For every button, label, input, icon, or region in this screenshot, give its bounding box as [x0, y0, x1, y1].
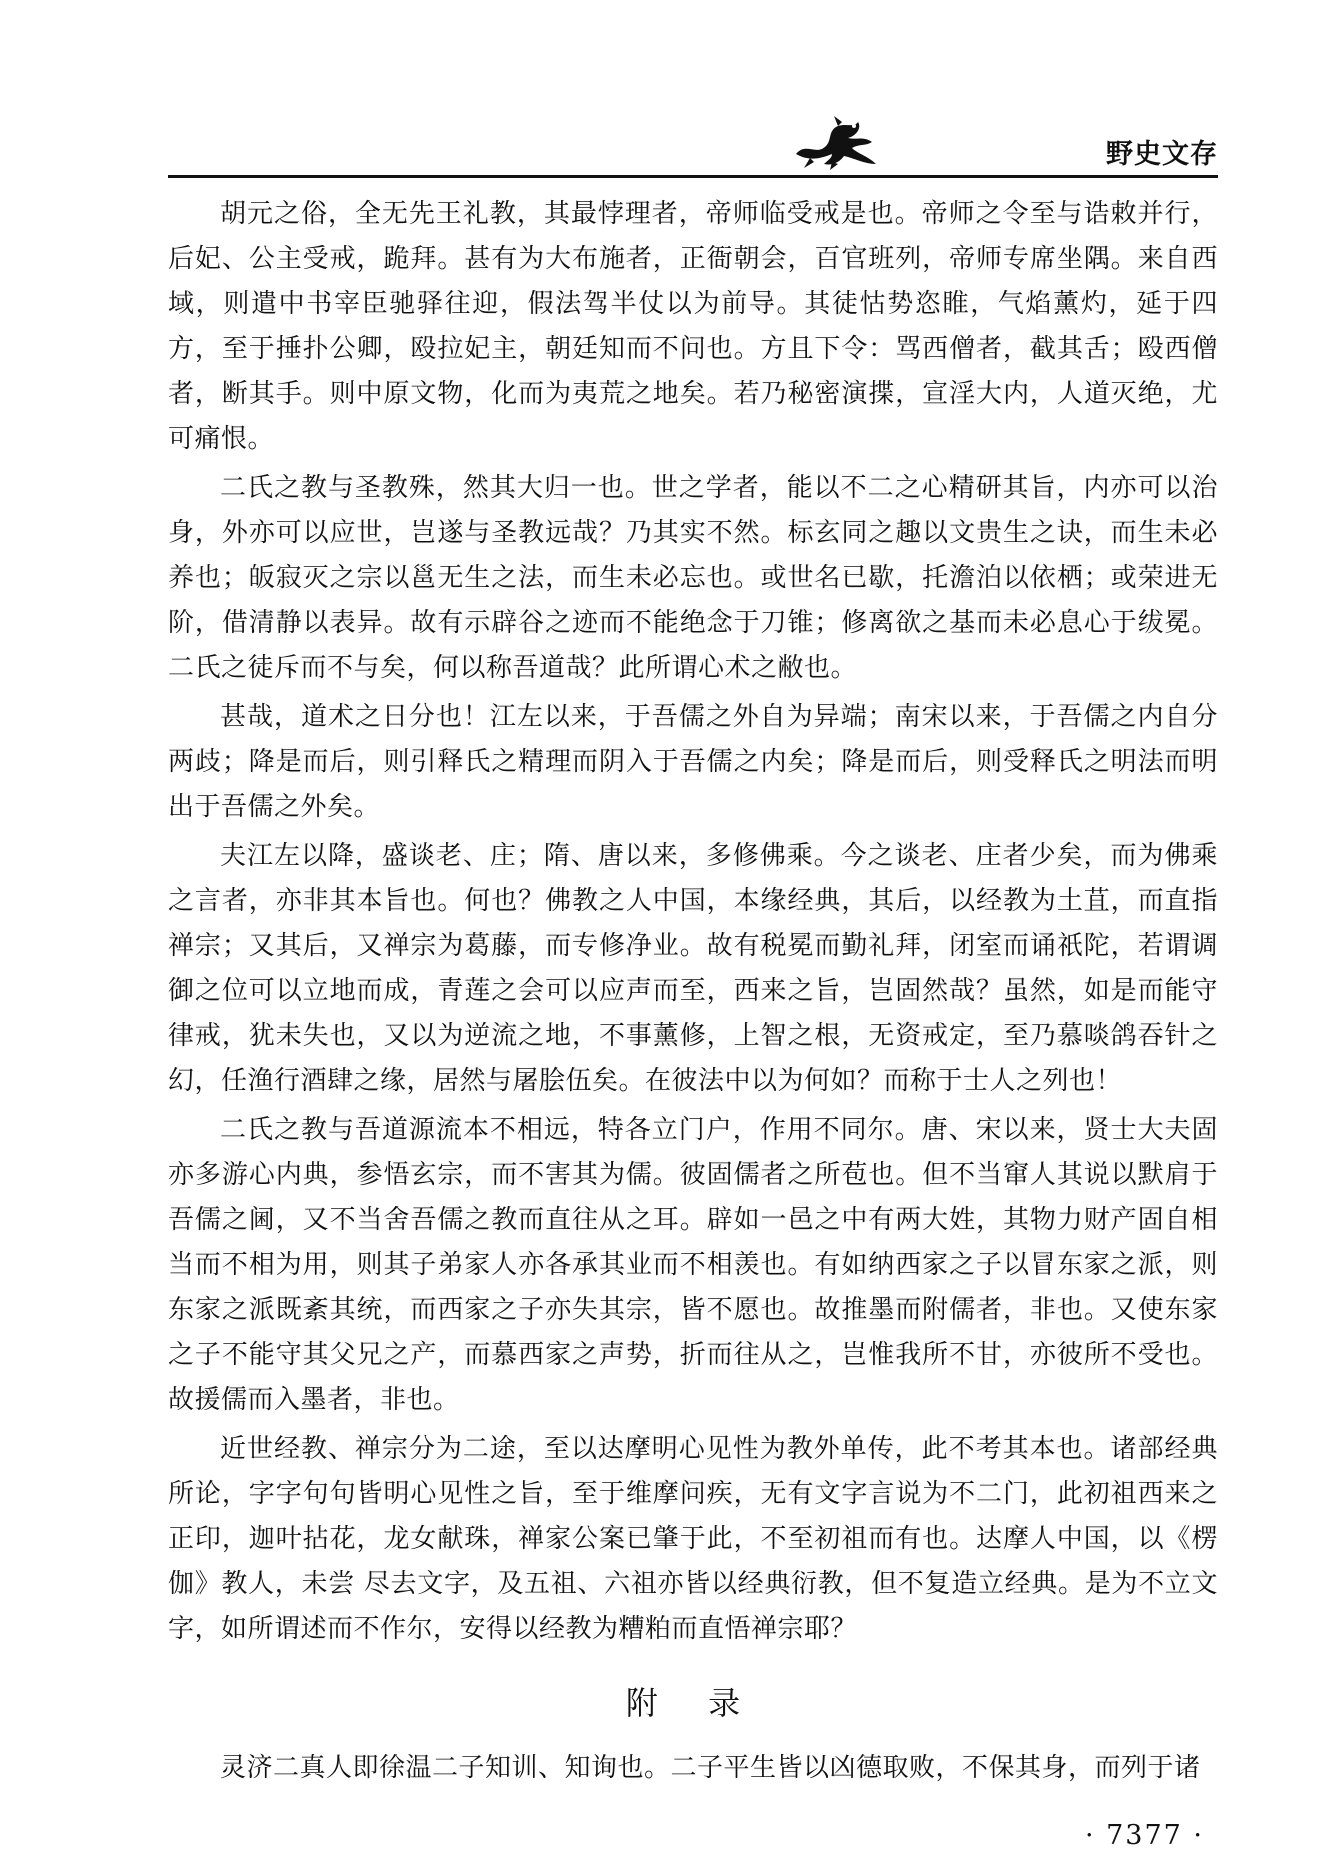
paragraph: 近世经教、禅宗分为二途，至以达摩明心见性为教外单传，此不考其本也。诸部经典所论，字字句句皆明心见性之旨，至于维摩问疾，无有文字言说为不二门，此初祖西来之正印，迦叶拈花，龙女献珠，禅家公案已肇于此，不至初祖而有也。达摩人中国，以《楞伽》教人，未尝 尽去文字，及五祖、六祖亦皆以经典衍教，但不复造立经典。是为不立文字，如所谓述而不作尔，安得以经教为糟粕而直悟禅宗耶？	[168, 1434, 1218, 1644]
header-divider	[168, 175, 1218, 178]
paragraph: 二氏之教与吾道源流本不相远，特各立门户，作用不同尔。唐、宋以来，贤士大夫固亦多游心内典，参悟玄宗，而不害其为儒。彼固儒者之所苞也。但不当窜人其说以默肩于吾儒之阃，又不当舍吾儒之教而直往从之耳。辟如一邑之中有两大姓，其物力财产固自相当而不相为用，则其子弟家人亦各承其业而不相羡也。有如纳西家之子以冒东家之派，则东家之派既紊其统，而西家之子亦失其宗，皆不愿也。故推墨而附儒者，非也。又使东家之子不能守其父兄之产，而慕西家之声势，折而往从之，岂惟我所不甘，亦彼所不受也。故援儒而入墨者，非也。	[168, 1115, 1218, 1415]
paragraph: 夫江左以降，盛谈老、庄；隋、唐以来，多修佛乘。今之谈老、庄者少矣，而为佛乘之言者，亦非其本旨也。何也？佛教之人中国，本缘经典，其后，以经教为土苴，而直指禅宗；又其后，又禅宗为葛藤，而专修净业。故有税冕而勤礼拜，闭室而诵祇陀，若谓调御之位可以立地而成，青莲之会可以应声而至，西来之旨，岂固然哉？虽然，如是而能守律戒，犹未失也，又以为逆流之地，不事薰修，上智之根，无资戒定，至乃慕啖鸽吞针之幻，任渔行酒肆之缘，居然与屠脍伍矣。在彼法中以为何如？而称于士人之列也！	[168, 841, 1218, 1096]
page-number: · 7377 ·	[1084, 1820, 1204, 1851]
appendix-heading: 附 录	[625, 1684, 761, 1722]
book-title: 野史文存	[1106, 139, 1218, 170]
dragon-emblem-icon	[788, 112, 884, 172]
page-header	[168, 112, 1218, 178]
main-text	[168, 192, 1218, 1795]
paragraph: 二氏之教与圣教殊，然其大归一也。世之学者，能以不二之心精研其旨，内亦可以治身，外亦可以应世，岂遂与圣教远哉？乃其实不然。标玄同之趣以文贵生之诀，而生未必养也；皈寂灭之宗以邕无生之法，而生未必忘也。或世名已歇，托澹泊以依栖；或荣进无阶，借清静以表异。故有示辟谷之迹而不能绝念于刀锥；修离欲之基而未必息心于绂冕。二氏之徒斥而不与矣，何以称吾道哉？此所谓心术之敝也。	[168, 473, 1218, 683]
paragraph: 甚哉，道术之日分也！江左以来，于吾儒之外自为异端；南宋以来，于吾儒之内自分两歧；降是而后，则引释氏之精理而阴入于吾儒之内矣；降是而后，则受释氏之明法而明出于吾儒之外矣。	[168, 702, 1218, 822]
paragraph: 胡元之俗，全无先王礼教，其最悖理者，帝师临受戒是也。帝师之令至与诰敕并行，后妃、公主受戒，跪拜。甚有为大布施者，正衙朝会，百官班列，帝师专席坐隅。来自西域，则遣中书宰臣驰驿往迎，假法驾半仗以为前导。其徒怙势恣睢，气焰薰灼，延于四方，至于捶扑公卿，殴拉妃主，朝廷知而不问也。方且下令：骂西僧者，截其舌；殴西僧者，断其手。则中原文物，化而为夷荒之地矣。若乃秘密演揲，宣淫大内，人道灭绝，尤可痛恨。	[168, 199, 1218, 454]
appendix-paragraph: 灵济二真人即徐温二子知训、知询也。二子平生皆以凶德取败，不保其身，而列于诸	[220, 1753, 1201, 1783]
